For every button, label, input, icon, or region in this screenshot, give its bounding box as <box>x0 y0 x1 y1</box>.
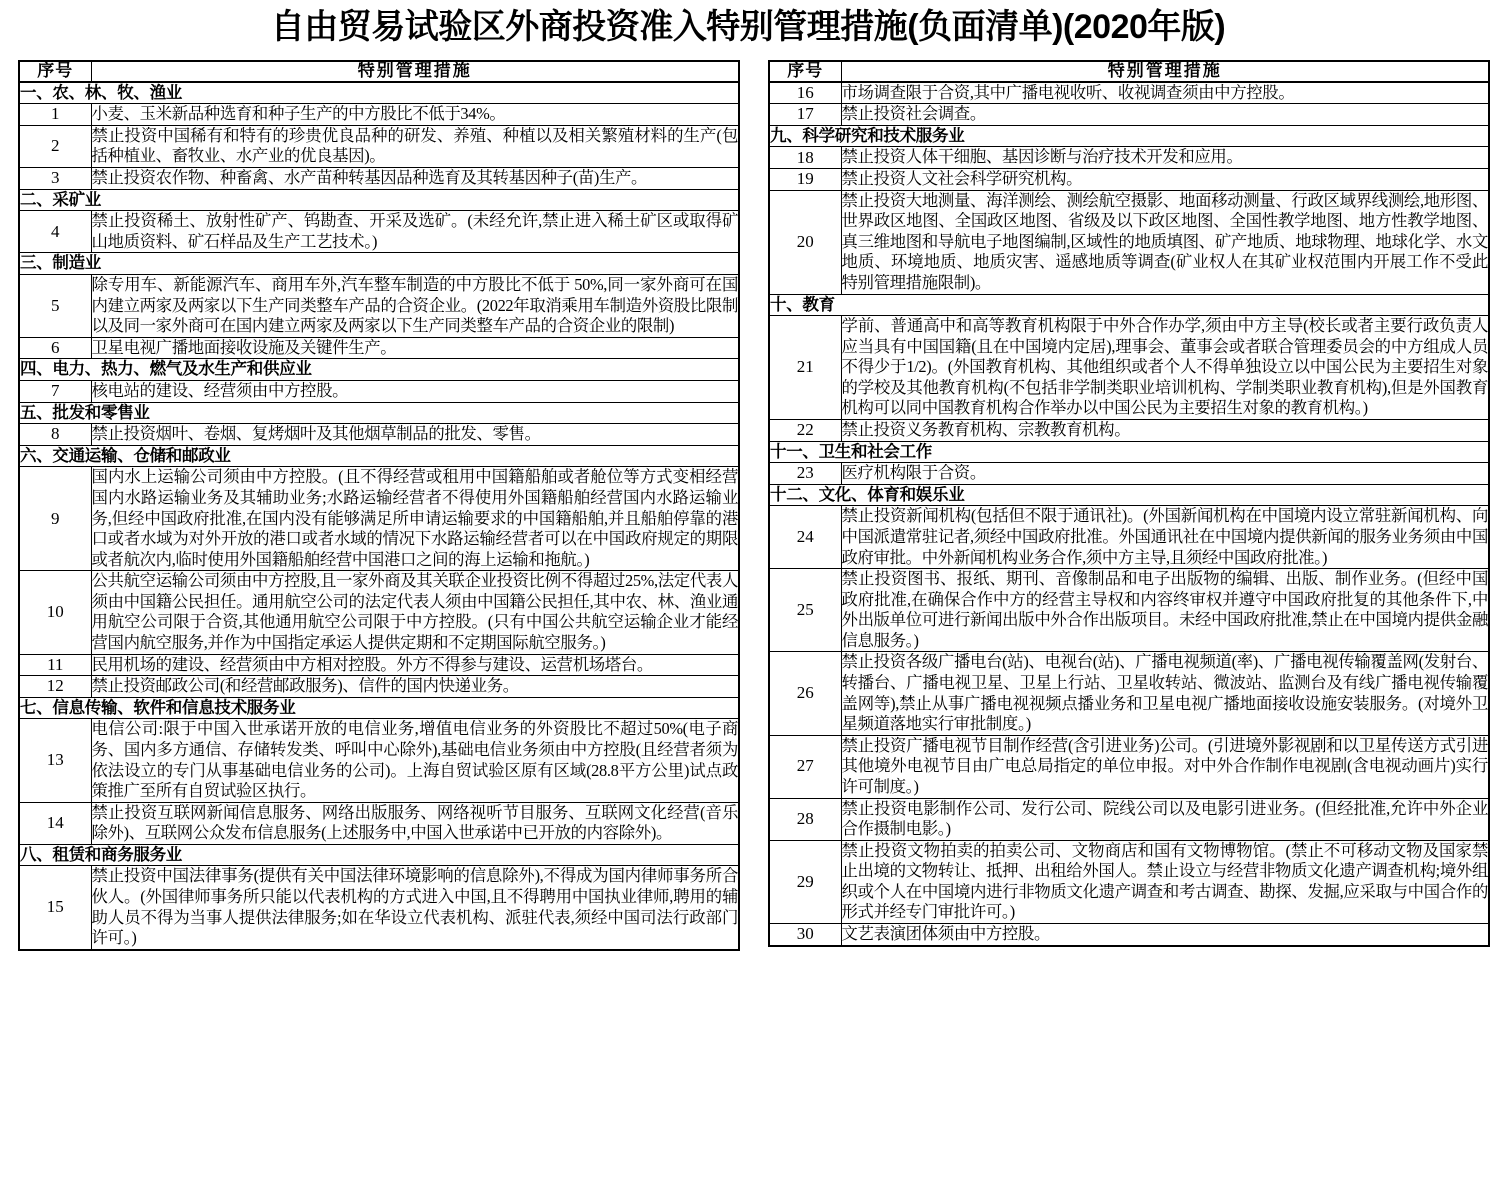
row-index-cell: 23 <box>769 463 841 485</box>
row-index-cell: 20 <box>769 190 841 294</box>
measure-text-cell: 禁止投资义务教育机构、宗教教育机构。 <box>841 420 1489 442</box>
row-index-cell: 14 <box>19 802 91 844</box>
section-header-label: 六、交通运输、仓储和邮政业 <box>19 445 739 467</box>
table-row <box>769 147 1489 169</box>
table-row <box>19 866 739 950</box>
row-index-cell: 12 <box>19 676 91 698</box>
table-row <box>19 337 739 359</box>
measure-text-cell: 禁止投资邮政公司(和经营邮政服务)、信件的国内快递业务。 <box>91 676 739 698</box>
measure-text-cell: 电信公司:限于中国入世承诺开放的电信业务,增值电信业务的外资股比不超过50%(电子商务、国内多方通信、存储转发类、呼叫中心除外),基础电信业务须由中方控股(且经营者须为依法设立的专门从事基础电信业务的公司)。上海自贸试验区原有区域(28.8平方公里)试点政策推广至所有自贸试验区执行。 <box>91 719 739 802</box>
table-row <box>769 190 1489 294</box>
row-index-cell: 17 <box>769 104 841 126</box>
table-row <box>19 168 739 190</box>
negative-list-table-right <box>768 60 1490 947</box>
section-header-label: 四、电力、热力、燃气及水生产和供应业 <box>19 359 739 381</box>
table-row <box>769 798 1489 840</box>
left-column <box>18 60 740 951</box>
measure-text-cell: 市场调查限于合资,其中广播电视收听、收视调查须由中方控股。 <box>841 82 1489 104</box>
measure-text-cell: 禁止投资人体干细胞、基因诊断与治疗技术开发和应用。 <box>841 147 1489 169</box>
table-row <box>769 316 1489 420</box>
row-index-cell: 22 <box>769 420 841 442</box>
row-index-cell: 7 <box>19 380 91 402</box>
row-index-cell: 10 <box>19 571 91 654</box>
section-header-row <box>19 253 739 275</box>
measure-text-cell: 禁止投资文物拍卖的拍卖公司、文物商店和国有文物博物馆。(禁止不可移动文物及国家禁止出境的文物转让、抵押、出租给外国人。禁止设立与经营非物质文化遗产调查机构;境外组织或个人在中国境内进行非物质文化遗产调查和考古调查、勘探、发掘,应采取与中国合作的形式并经专门审批许可。) <box>841 840 1489 923</box>
table-body-right <box>769 82 1489 946</box>
row-index-cell: 4 <box>19 211 91 253</box>
measure-text-cell: 禁止投资各级广播电台(站)、电视台(站)、广播电视频道(率)、广播电视传输覆盖网(发射台、转播台、广播电视卫星、卫星上行站、卫星收转站、微波站、监测台及有线广播电视传输覆盖网等),禁止从事广播电视视频点播业务和卫星电视广播地面接收设施安装服务。(对境外卫星频道落地实行审批制度。) <box>841 652 1489 735</box>
table-row <box>19 380 739 402</box>
column-header-id: 序号 <box>769 61 841 82</box>
row-index-cell: 5 <box>19 275 91 338</box>
measure-text-cell: 禁止投资图书、报纸、期刊、音像制品和电子出版物的编辑、出版、制作业务。(但经中国政府批准,在确保合作中方的经营主导权和内容终审权并遵守中国政府批复的其他条件下,中外出版单位可进行新闻出版中外合作出版项目。未经中国政府批准,禁止在中国境内提供金融信息服务。) <box>841 569 1489 652</box>
row-index-cell: 1 <box>19 104 91 126</box>
row-index-cell: 30 <box>769 924 841 946</box>
row-index-cell: 18 <box>769 147 841 169</box>
table-row <box>19 424 739 446</box>
section-header-row <box>769 294 1489 316</box>
measure-text-cell: 禁止投资人文社会科学研究机构。 <box>841 169 1489 191</box>
row-index-cell: 21 <box>769 316 841 420</box>
row-index-cell: 8 <box>19 424 91 446</box>
table-row <box>769 169 1489 191</box>
table-header-row <box>19 61 739 82</box>
table-row <box>769 420 1489 442</box>
two-column-layout <box>0 44 1496 951</box>
table-row <box>19 275 739 338</box>
table-row <box>19 467 739 571</box>
page-title: 自由贸易试验区外商投资准入特别管理措施(负面清单)(2020年版) <box>270 8 1226 46</box>
section-header-label: 五、批发和零售业 <box>19 402 739 424</box>
row-index-cell: 24 <box>769 506 841 569</box>
column-header-id: 序号 <box>19 61 91 82</box>
row-index-cell: 26 <box>769 652 841 735</box>
row-index-cell: 16 <box>769 82 841 104</box>
measure-text-cell: 除专用车、新能源汽车、商用车外,汽车整车制造的中方股比不低于 50%,同一家外商可在国内建立两家及两家以下生产同类整车产品的合资企业。(2022年取消乘用车制造外资股比限制以及同一家外商可在国内建立两家及两家以下生产同类整车产品的合资企业的限制) <box>91 275 739 338</box>
table-row <box>769 506 1489 569</box>
row-index-cell: 27 <box>769 735 841 798</box>
table-row <box>19 211 739 253</box>
table-row <box>769 82 1489 104</box>
measure-text-cell: 核电站的建设、经营须由中方控股。 <box>91 380 739 402</box>
right-column <box>768 60 1490 947</box>
row-index-cell: 2 <box>19 125 91 167</box>
row-index-cell: 25 <box>769 569 841 652</box>
measure-text-cell: 医疗机构限于合资。 <box>841 463 1489 485</box>
table-row <box>19 125 739 167</box>
section-header-label: 三、制造业 <box>19 253 739 275</box>
section-header-label: 十二、文化、体育和娱乐业 <box>769 484 1489 506</box>
table-row <box>19 802 739 844</box>
table-body-left <box>19 82 739 950</box>
measure-text-cell: 禁止投资社会调查。 <box>841 104 1489 126</box>
table-row <box>19 719 739 802</box>
section-header-row <box>769 441 1489 463</box>
section-header-row <box>19 82 739 104</box>
measure-text-cell: 禁止投资农作物、种畜禽、水产苗种转基因品种选育及其转基因种子(苗)生产。 <box>91 168 739 190</box>
table-row <box>769 840 1489 923</box>
negative-list-table-left <box>18 60 740 951</box>
row-index-cell: 9 <box>19 467 91 571</box>
row-index-cell: 13 <box>19 719 91 802</box>
section-header-row <box>19 844 739 866</box>
table-row <box>19 571 739 654</box>
section-header-label: 十一、卫生和社会工作 <box>769 441 1489 463</box>
measure-text-cell: 禁止投资大地测量、海洋测绘、测绘航空摄影、地面移动测量、行政区域界线测绘,地形图、世界政区地图、全国政区地图、省级及以下政区地图、全国性教学地图、地方性教学地图、真三维地图和导航电子地图编制,区域性的地质填图、矿产地质、地球物理、地球化学、水文地质、环境地质、地质灾害、遥感地质等调查(矿业权人在其矿业权范围内开展工作不受此特别管理措施限制)。 <box>841 190 1489 294</box>
section-header-label: 十、教育 <box>769 294 1489 316</box>
table-row <box>19 104 739 126</box>
table-row <box>19 654 739 676</box>
section-header-row <box>19 359 739 381</box>
measure-text-cell: 禁止投资中国稀有和特有的珍贵优良品种的研发、养殖、种植以及相关繁殖材料的生产(包括种植业、畜牧业、水产业的优良基因)。 <box>91 125 739 167</box>
measure-text-cell: 禁止投资互联网新闻信息服务、网络出版服务、网络视听节目服务、互联网文化经营(音乐除外)、互联网公众发布信息服务(上述服务中,中国入世承诺中已开放的内容除外)。 <box>91 802 739 844</box>
section-header-row <box>19 402 739 424</box>
measure-text-cell: 禁止投资电影制作公司、发行公司、院线公司以及电影引进业务。(但经批准,允许中外企业合作摄制电影。) <box>841 798 1489 840</box>
table-row <box>769 735 1489 798</box>
section-header-label: 七、信息传输、软件和信息技术服务业 <box>19 697 739 719</box>
section-header-label: 一、农、林、牧、渔业 <box>19 82 739 104</box>
column-header-measure: 特别管理措施 <box>91 61 739 82</box>
measure-text-cell: 小麦、玉米新品种选育和种子生产的中方股比不低于34%。 <box>91 104 739 126</box>
table-row <box>769 652 1489 735</box>
row-index-cell: 15 <box>19 866 91 950</box>
measure-text-cell: 禁止投资广播电视节目制作经营(含引进业务)公司。(引进境外影视剧和以卫星传送方式引进其他境外电视节目由广电总局指定的单位申报。对中外合作制作电视剧(含电视动画片)实行许可制度。) <box>841 735 1489 798</box>
table-header-row <box>769 61 1489 82</box>
table-row <box>769 924 1489 946</box>
measure-text-cell: 禁止投资稀土、放射性矿产、钨勘查、开采及选矿。(未经允许,禁止进入稀土矿区或取得矿山地质资料、矿石样品及生产工艺技术。) <box>91 211 739 253</box>
table-row <box>769 569 1489 652</box>
row-index-cell: 6 <box>19 337 91 359</box>
section-header-row <box>769 125 1489 147</box>
table-row <box>769 104 1489 126</box>
table-row <box>769 463 1489 485</box>
row-index-cell: 29 <box>769 840 841 923</box>
measure-text-cell: 禁止投资中国法律事务(提供有关中国法律环境影响的信息除外),不得成为国内律师事务所合伙人。(外国律师事务所只能以代表机构的方式进入中国,且不得聘用中国执业律师,聘用的辅助人员不得为当事人提供法律服务;如在华设立代表机构、派驻代表,须经中国司法行政部门许可。) <box>91 866 739 950</box>
column-header-measure: 特别管理措施 <box>841 61 1489 82</box>
section-header-label: 二、采矿业 <box>19 189 739 211</box>
row-index-cell: 11 <box>19 654 91 676</box>
measure-text-cell: 国内水上运输公司须由中方控股。(且不得经营或租用中国籍船舶或者舱位等方式变相经营国内水路运输业务及其辅助业务;水路运输经营者不得使用外国籍船舶经营国内水路运输业务,但经中国政府批准,在国内没有能够满足所申请运输要求的中国籍船舶,并且船舶停靠的港口或者水域为对外开放的港口或者水域的情况下水路运输经营者可以在中国政府规定的期限或者航次内,临时使用外国籍船舶经营中国港口之间的海上运输和拖航。) <box>91 467 739 571</box>
section-header-label: 八、租赁和商务服务业 <box>19 844 739 866</box>
measure-text-cell: 禁止投资烟叶、卷烟、复烤烟叶及其他烟草制品的批发、零售。 <box>91 424 739 446</box>
row-index-cell: 28 <box>769 798 841 840</box>
measure-text-cell: 学前、普通高中和高等教育机构限于中外合作办学,须由中方主导(校长或者主要行政负责人应当具有中国国籍(且在中国境内定居),理事会、董事会或者联合管理委员会的中方组成人员不得少于1/2)。(外国教育机构、其他组织或者个人不得单独设立以中国公民为主要招生对象的学校及其他教育机构(不包括非学制类职业培训机构、学制类职业教育机构),但是外国教育机构可以同中国教育机构合作举办以中国公民为主要招生对象的教育机构。) <box>841 316 1489 420</box>
section-header-label: 九、科学研究和技术服务业 <box>769 125 1489 147</box>
measure-text-cell: 公共航空运输公司须由中方控股,且一家外商及其关联企业投资比例不得超过25%,法定代表人须由中国籍公民担任。通用航空公司的法定代表人须由中国籍公民担任,其中农、林、渔业通用航空公司限于合资,其他通用航空公司限于中方控股。(只有中国公共航空运输企业才能经营国内航空服务,并作为中国指定承运人提供定期和不定期国际航空服务。) <box>91 571 739 654</box>
row-index-cell: 19 <box>769 169 841 191</box>
table-row <box>19 676 739 698</box>
measure-text-cell: 民用机场的建设、经营须由中方相对控股。外方不得参与建设、运营机场塔台。 <box>91 654 739 676</box>
measure-text-cell: 卫星电视广播地面接收设施及关键件生产。 <box>91 337 739 359</box>
section-header-row <box>19 189 739 211</box>
measure-text-cell: 禁止投资新闻机构(包括但不限于通讯社)。(外国新闻机构在中国境内设立常驻新闻机构、向中国派遣常驻记者,须经中国政府批准。外国通讯社在中国境内提供新闻的服务业务须由中国政府审批。中外新闻机构业务合作,须中方主导,且须经中国政府批准。) <box>841 506 1489 569</box>
section-header-row <box>19 697 739 719</box>
measure-text-cell: 文艺表演团体须由中方控股。 <box>841 924 1489 946</box>
section-header-row <box>769 484 1489 506</box>
section-header-row <box>19 445 739 467</box>
row-index-cell: 3 <box>19 168 91 190</box>
